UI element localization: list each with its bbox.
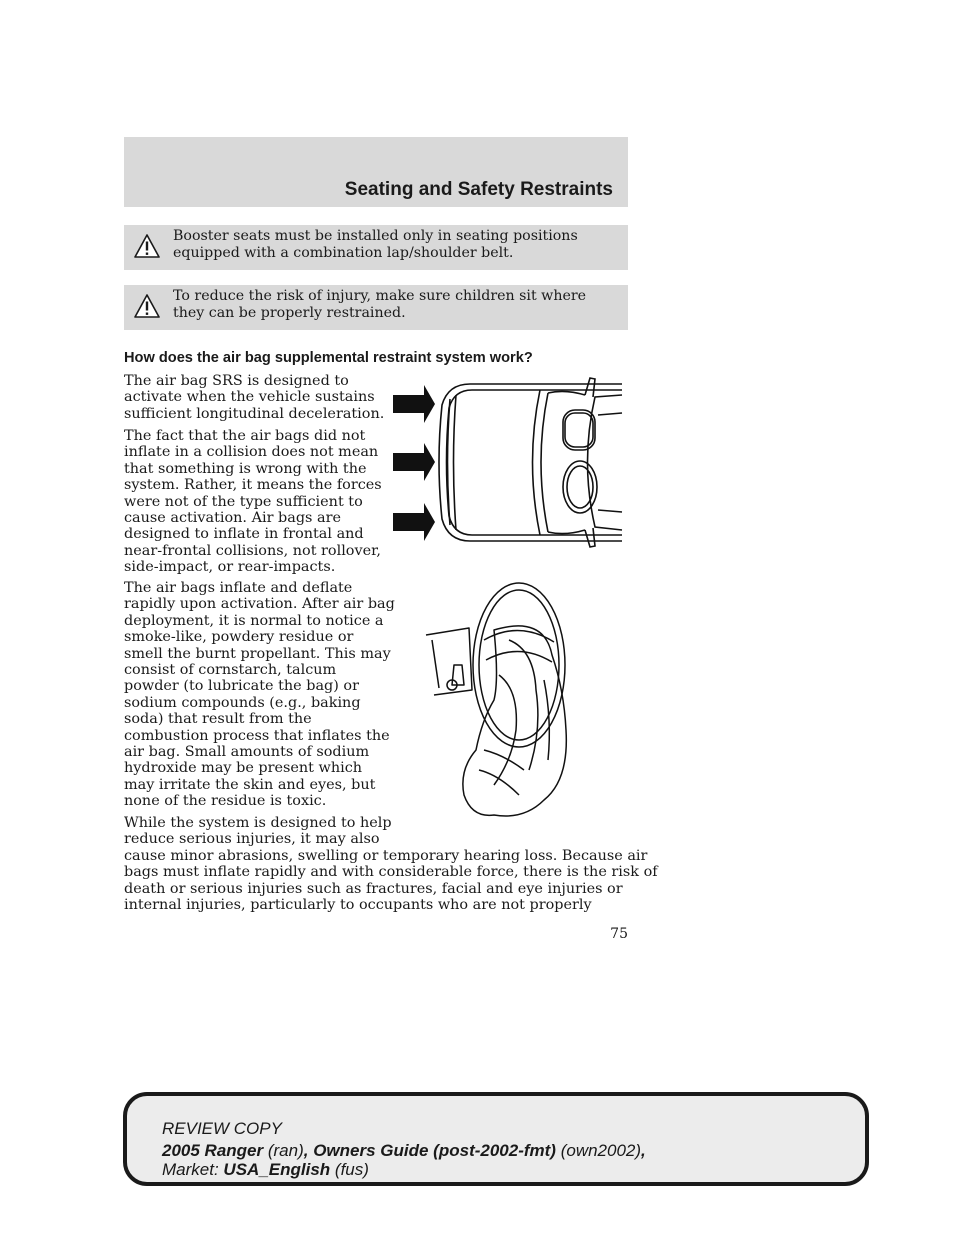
warning-text: Booster seats must be installed only in seating positions equipped with a combination lap/shoulder belt.	[173, 228, 578, 261]
paragraph-residue: The air bags inflate and deflate rapidly upon activation. After air bag deployment, it is normal to notice a smoke-like, powdery residue or smell the burnt propellant. This may consist of cornstarch, talcum powder (to lubricate the bag) or sodium compounds (e.g., baking soda) that result from the combustion process that inflates the air bag. Small amounts of sodium hydroxide may be present which may irritate the skin and eyes, but none of the residue is toxic.	[124, 580, 395, 810]
footer-model-line: 2005 Ranger (ran), Owners Guide (post-2002-fmt) (own2002),	[162, 1141, 646, 1160]
section-question-heading: How does the air bag supplemental restraint system work?	[124, 350, 533, 366]
warning-text: To reduce the risk of injury, make sure children sit where they can be properly restrained.	[173, 288, 587, 321]
deployed-airbag-illustration	[424, 580, 574, 830]
paragraph-no-inflation: The fact that the air bags did not inflate in a collision does not mean that something is wrong with the system. Rather, it means the forces were not of the type sufficient to cause activation. Air bags are designed to inflate in frontal and near-frontal collisions, not rollover, side-impact, or rear-impacts.	[124, 428, 382, 576]
paragraph-injury-risk: While the system is designed to help reduce serious injuries, it may also cause minor abrasions, swelling or temporary hearing loss. Because air bags must inflate rapidly and with considerable force, there is the risk of death or serious injuries such as fractures, facial and eye injuries or internal injuries, particularly to occupants who are not properly	[124, 815, 658, 914]
review-copy-footer	[123, 1092, 869, 1186]
page-number: 75	[610, 926, 628, 942]
impact-arrow-icon	[393, 503, 435, 541]
impact-arrow-icon	[393, 443, 435, 481]
warning-triangle-icon	[134, 233, 160, 259]
warning-box-booster-seats	[124, 225, 628, 270]
frontal-collision-illustration	[390, 375, 626, 550]
footer-review-label: REVIEW COPY	[162, 1119, 282, 1138]
section-header-band	[124, 137, 628, 207]
impact-arrow-icon	[393, 385, 435, 423]
warning-triangle-icon	[134, 293, 160, 319]
paragraph-srs-activation: The air bag SRS is designed to activate when the vehicle sustains sufficient longitudinal deceleration.	[124, 373, 385, 422]
footer-market-line: Market: USA_English (fus)	[162, 1160, 369, 1179]
warning-box-children-restraint	[124, 285, 628, 330]
page-title: Seating and Safety Restraints	[344, 179, 613, 200]
